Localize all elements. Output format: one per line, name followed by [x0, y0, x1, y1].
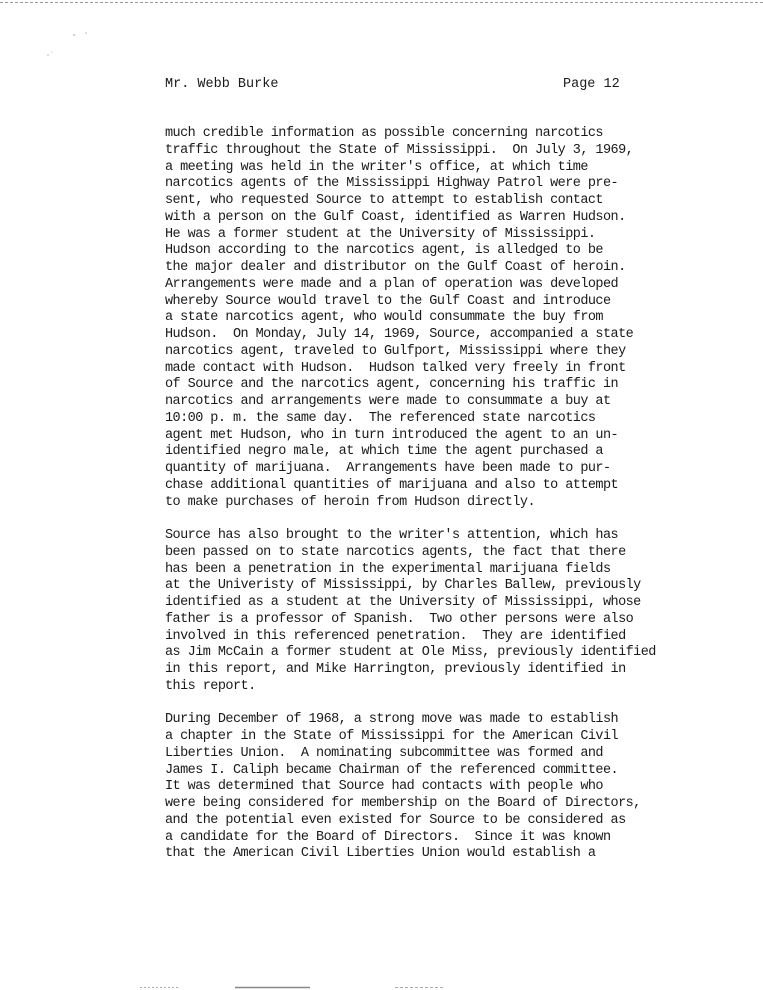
text-line: identified negro male, at which time the agent purchased a [165, 444, 603, 460]
text-line: Hudson. On Monday, July 14, 1969, Source, accompanied a state [165, 327, 634, 342]
text-line: a chapter in the State of Mississippi for the American Civil [165, 729, 619, 744]
text-line: Arrangements were made and a plan of operation was developed [165, 276, 619, 292]
text-line: made contact with Hudson. Hudson talked very freely in front [165, 360, 626, 376]
text-line: been passed on to state narcotics agents, the fact that there [165, 544, 626, 560]
paragraph-2 [165, 528, 763, 696]
text-line: identified as a student at the University of Mississippi, whose [165, 595, 641, 610]
text-line: and the potential even existed for Source to be considered as [165, 812, 626, 828]
text-line: as Jim McCain a former student at Ole Miss, previously identified [165, 645, 656, 661]
text-line: the major dealer and distributor on the Gulf Coast of heroin. [165, 260, 626, 275]
text-line: with a person on the Gulf Coast, identified as Warren Hudson. [165, 209, 626, 225]
text-line: narcotics agent, traveled to Gulfport, Mississippi where they [165, 343, 626, 359]
paragraph-3 [165, 712, 763, 863]
text-line: of Source and the narcotics agent, concerning his traffic in [165, 377, 619, 393]
text-line: a state narcotics agent, who would consummate the buy from [165, 310, 603, 326]
text-line: James I. Caliph became Chairman of the referenced committee. [165, 762, 619, 778]
text-line: He was a former student at the University of Mississippi. [165, 226, 596, 242]
text-line: father is a professor of Spanish. Two other persons were also [165, 611, 634, 627]
page-number: Page 12 [563, 77, 620, 92]
letter-body [165, 126, 763, 880]
addressee: Mr. Webb Burke [165, 77, 279, 92]
text-line: Source has also brought to the writer's attention, which has [165, 528, 619, 543]
text-line: chase additional quantities of marijuana and also to attempt [165, 477, 619, 493]
text-line: Hudson according to the narcotics agent, is alledged to be [165, 243, 603, 259]
text-line: Liberties Union. A nominating subcommittee was formed and [165, 745, 603, 761]
text-line: were being considered for membership on the Board of Directors, [165, 796, 641, 811]
scan-footer-marks [140, 986, 460, 989]
text-line: this report. [165, 678, 256, 694]
text-line: quantity of marijuana. Arrangements have been made to pur- [165, 461, 611, 476]
text-line: at the Univeristy of Mississippi, by Charles Ballew, previously [165, 578, 641, 594]
text-line: much credible information as possible concerning narcotics [165, 126, 603, 141]
text-line: in this report, and Mike Harrington, previously identified in [165, 662, 626, 677]
text-line: has been a penetration in the experimental marijuana fields [165, 561, 611, 577]
text-line: a candidate for the Board of Directors. Since it was known [165, 829, 611, 845]
text-line: traffic throughout the State of Mississippi. On July 3, 1969, [165, 142, 634, 158]
text-line: narcotics and arrangements were made to consummate a buy at [165, 394, 611, 409]
scan-specks [40, 30, 100, 60]
text-line: involved in this referenced penetration. They are identified [165, 628, 626, 644]
text-line: to make purchases of heroin from Hudson directly. [165, 494, 536, 510]
text-line: narcotics agents of the Mississippi Highway Patrol were pre- [165, 176, 619, 192]
text-line: agent met Hudson, who in turn introduced the agent to an un- [165, 427, 619, 443]
page-top-edge [0, 2, 763, 3]
text-line: that the American Civil Liberties Union would establish a [165, 846, 596, 862]
text-line: whereby Source would travel to the Gulf Coast and introduce [165, 293, 611, 309]
paragraph-1 [165, 126, 763, 511]
text-line: It was determined that Source had contacts with people who [165, 779, 603, 795]
text-line: a meeting was held in the writer's office, at which time [165, 159, 588, 175]
text-line: During December of 1968, a strong move was made to establish [165, 712, 619, 728]
text-line: 10:00 p. m. the same day. The referenced state narcotics [165, 410, 596, 426]
text-line: sent, who requested Source to attempt to establish contact [165, 193, 603, 208]
